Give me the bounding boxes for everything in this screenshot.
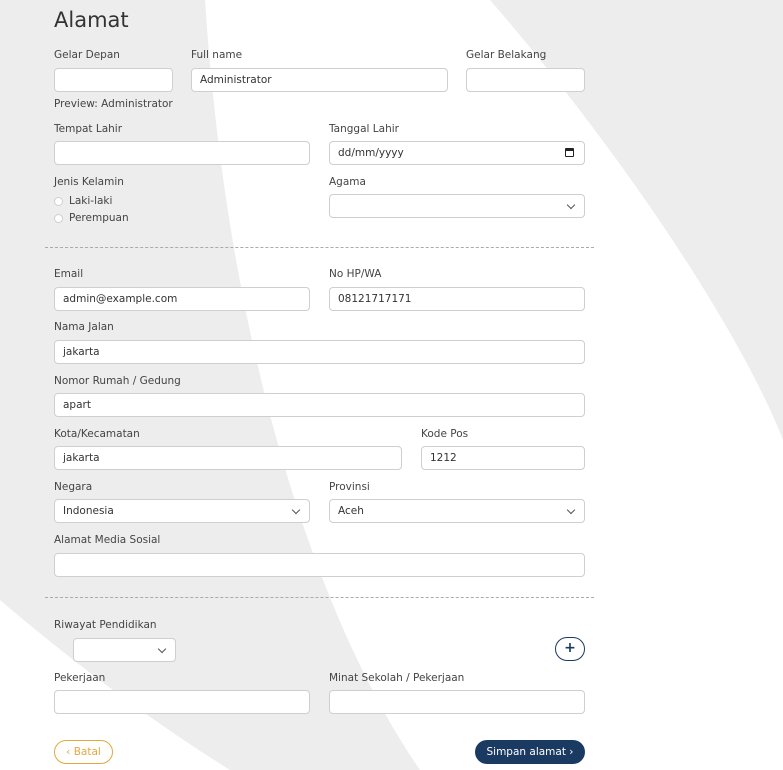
gelar-depan-label: Gelar Depan	[54, 49, 120, 61]
date-placeholder: dd/mm/yyyy	[338, 147, 404, 159]
page-title: Alamat	[54, 8, 129, 32]
riwayat-pendidikan-label: Riwayat Pendidikan	[54, 619, 157, 631]
negara-label: Negara	[54, 481, 93, 493]
provinsi-select[interactable]	[329, 499, 585, 523]
tanggal-lahir-label: Tanggal Lahir	[329, 123, 399, 135]
gelar-belakang-input[interactable]	[466, 68, 585, 92]
media-sosial-label: Alamat Media Sosial	[54, 534, 161, 546]
full-name-label: Full name	[191, 49, 243, 61]
media-sosial-input[interactable]	[54, 553, 585, 577]
phone-input[interactable]: 08121717171	[329, 287, 585, 311]
gelar-depan-input[interactable]	[54, 68, 173, 92]
kota-input[interactable]: jakarta	[54, 446, 402, 470]
pekerjaan-input[interactable]	[54, 690, 310, 714]
negara-select[interactable]	[54, 499, 310, 523]
radio-perempuan[interactable]	[54, 214, 63, 223]
nama-jalan-input[interactable]: jakarta	[54, 340, 585, 364]
section-divider	[45, 597, 594, 598]
tempat-lahir-input[interactable]	[54, 141, 310, 165]
provinsi-value: Aceh	[338, 505, 364, 517]
chevron-down-icon	[158, 645, 166, 653]
tempat-lahir-label: Tempat Lahir	[54, 123, 123, 135]
minat-label: Minat Sekolah / Pekerjaan	[329, 672, 465, 684]
chevron-down-icon	[567, 201, 575, 209]
radio-laki-laki-label[interactable]: Laki-laki	[69, 195, 113, 207]
phone-label: No HP/WA	[329, 268, 382, 280]
minat-input[interactable]	[329, 690, 585, 714]
nomor-rumah-label: Nomor Rumah / Gedung	[54, 375, 181, 387]
agama-label: Agama	[329, 176, 366, 188]
tanggal-lahir-input[interactable]	[329, 141, 585, 165]
chevron-down-icon	[292, 506, 300, 514]
email-input[interactable]: admin@example.com	[54, 287, 310, 311]
add-education-button[interactable]: +	[555, 637, 585, 661]
nama-jalan-label: Nama Jalan	[54, 321, 114, 333]
save-address-button[interactable]: Simpan alamat ›	[475, 740, 585, 764]
negara-value: Indonesia	[63, 505, 114, 517]
agama-select[interactable]	[329, 194, 585, 218]
jenis-kelamin-label: Jenis Kelamin	[54, 176, 124, 188]
kode-pos-input[interactable]: 1212	[421, 446, 585, 470]
radio-laki-laki[interactable]	[54, 197, 63, 206]
pendidikan-select[interactable]	[73, 638, 176, 662]
cancel-button[interactable]: ‹ Batal	[54, 740, 113, 764]
kode-pos-label: Kode Pos	[421, 428, 469, 440]
gelar-belakang-label: Gelar Belakang	[466, 49, 547, 61]
section-divider	[45, 247, 594, 248]
name-preview: Preview: Administrator	[54, 98, 173, 110]
full-name-input[interactable]: Administrator	[191, 68, 448, 92]
radio-perempuan-label[interactable]: Perempuan	[69, 212, 129, 224]
pekerjaan-label: Pekerjaan	[54, 672, 106, 684]
nomor-rumah-input[interactable]: apart	[54, 393, 585, 417]
calendar-icon[interactable]	[565, 148, 574, 157]
kota-label: Kota/Kecamatan	[54, 428, 140, 440]
email-label: Email	[54, 268, 84, 280]
chevron-down-icon	[567, 506, 575, 514]
provinsi-label: Provinsi	[329, 481, 370, 493]
